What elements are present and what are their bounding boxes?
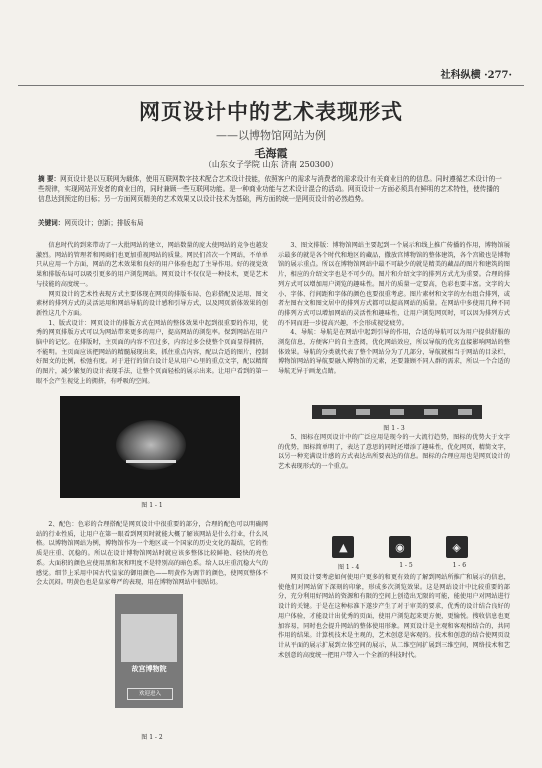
- figure-1-4-icons: [315, 536, 485, 560]
- icon-caption: 1 - 5: [399, 562, 413, 569]
- icon-caption: 图 1 - 4: [337, 564, 360, 571]
- paragraph: 4、导航：导航是在网站中起到引导的作用，合适的导航可以为用户提供舒服的浏览信息，方便客户的自主查阅，优化网站效应，所以导航的优劣直接影响网站的整体效果。导航的分类就代表了整个网站分为了几部分，导航就相当于网站的目录栏，博物馆网站的导航要融入博物馆的元素，还要兼顾不同人群的需求，所以一个合适的导航无异于画龙点睛。: [278, 329, 510, 376]
- nav-item-icon: [322, 409, 336, 415]
- nav-item-icon: [390, 409, 404, 415]
- enter-label: 欢迎进入: [127, 688, 173, 700]
- vase-icon: ◈: [446, 536, 468, 558]
- paragraph: 1、版式设计：网页设计的排版方式在网站的整体效果中起到很重要的作用，优秀的网页排版方式可以为网站带来更多的用户，提高网站的浏览率。保到网站在用户脑中的记忆。在排版时，主页面的内容不宜过多，内容过多会使整个页面显得拥挤，不能明。主页面应该把网站的精髓展现出来，抓住重点内容，配以合适的图片，控制好图文的比例，松弛有度。对于进行的留白设计是从用户心里的重点文字，配以精简的图片，减少繁复的设计表现手法，让整个页面轻松的展示出来。让用户看到的第一眼不会产生视觉上的拥挤，有呼吸的空间。: [36, 319, 268, 385]
- figure-1-3-caption: 图 1 - 3: [383, 425, 405, 432]
- icon-caption: 1 - 6: [452, 562, 467, 569]
- paragraph: 3、图文排版：博物馆网站主要起到一个展示和线上推广传播的作用，博物馆展示最多的就是各个时代和地区的藏品，撒放宫博物馆的整体建筑，各个宫殿也是博物馆的展示重点。所以在博物馆网站中最不可缺少的就是精美的藏品的图片和建筑的图片，相应的介绍文字也是不可少的。图片和介绍文字的排列方式尤为重要。合理的排列方式可以增加用户浏览的趣味性。图片的质量一定要高，色彩也要丰富。文字的大小、字体、行间距和字体的颜色也要很重考虑。图片素材和文字的左右组合排列，或者左图右文和图文居中的排列方式都可以提高网站的质量。在网站中多使用几种不同的排列方式可以增加网站的灵活性和趣味性，让用户浏览网页时，可以因为排列方式的不同而进一步提高兴趣，不会形成视觉疲劳。: [278, 242, 510, 327]
- article-subtitle: ——以博物馆网站为例: [216, 129, 326, 142]
- right-column-top: [278, 241, 510, 377]
- figure-1-1-caption: 图 1 - 1: [141, 502, 163, 509]
- article-title: 网页设计中的艺术表现形式: [139, 99, 403, 124]
- lamp-icon: ▲: [332, 536, 354, 558]
- temple-silhouette: [126, 430, 176, 463]
- right-column-middle: [278, 433, 510, 472]
- abstract-label: 摘 要：: [38, 175, 61, 183]
- keywords-label: 关键词：: [38, 219, 65, 227]
- author-affiliation: （山东女子学院 山东 济南 250300）: [203, 160, 339, 169]
- right-column-bottom: [278, 573, 510, 660]
- paragraph: 网页设计的艺术性表现方式主要体现在网页的排版布局、色彩搭配及运用、图文素材的排列方式的灵活运用和网站导航的设计感和引导方式，以及网页新体效果的创新性这几个方面。: [36, 290, 268, 317]
- keywords: [38, 218, 504, 228]
- shell-icon: ◉: [389, 536, 411, 558]
- keywords-text: 网页设计；创新；排版布局: [64, 219, 144, 227]
- figure-1-2-caption: 图 1 - 2: [141, 734, 163, 741]
- figure-1-2-image: [115, 594, 183, 708]
- nav-item-icon: [424, 409, 438, 415]
- abstract: [38, 174, 504, 204]
- figure-1-3-navbar-image: [312, 405, 482, 419]
- left-column-bottom: [36, 520, 268, 588]
- paragraph: 信息时代的到来带动了一大批网站的建立，网站数量的庞大使网站的竞争也越发激烈。网站的管理者和网商们也更加重视网站的质量。网民们首次一个网站，不单单只从应用一个方面，网站的艺术效果和良好的用户体验也起了主导作用。好的视觉效果和排版布局可以吸引更多的用户浏览网站。网页设计不仅仅是一种技术，更是艺术与技能的高度统一。: [36, 242, 268, 288]
- left-column-top: [36, 241, 268, 387]
- seal-graphic: [121, 614, 177, 662]
- figure-1-4-captions: [318, 562, 486, 571]
- paragraph: 5、图标在网页设计中的广泛应用是现今的一大流行趋势，图标的优势大于文字的优势，图标简单明了，表达了意思的同时还增添了趣味性，优化网页，精简文字，以另一种充满设计感的方式表达出所要表达的信息。图标的合理应用也是网页设计的艺术表现形式的一个重点。: [278, 434, 510, 471]
- seal-label: 故宫博物院: [131, 664, 167, 673]
- running-header: 社科纵横 ·277·: [440, 70, 512, 81]
- paragraph: 2、配色：色彩的合理搭配是网页设计中很重要的部分，合理的配色可以明确网站的行业性质，让用户在第一眼看到网页时就能大概了解该网站是什么行业，什么风格。以博物馆网站为例，博物馆作为一个地区或一个国家的历史文化的凝结，它的性质是庄重、沉稳的。所以在设计博物馆网站时就应该多整体比较鲜艳、轻快的亮色系。大面积的颜色应使用黑和灰和明度不是特别高的暗色系。给人以庄重沉稳大气的感觉。细节上采用中国古代皇家的御用颜色——明黄作为调节的颜色，使网页整体不会太沉闷。明黄色也是皇家尊严的表现，用在博物馆网站中很贴切。: [36, 521, 268, 587]
- nav-item-icon: [356, 409, 370, 415]
- figure-1-1-image: [60, 396, 240, 498]
- author-name: 毛海霞: [254, 147, 288, 160]
- abstract-text: 网页设计是以互联网为载体，使用互联网数字技术配合艺术设计技能，依照客户的需求与消费者的需求设计有关商业目的的信息。同时遵循艺术设计的一些规律，实现网站开发者的商业目的，同时兼顾一些互联网功能。是一种商业功能与艺术设计混合的活动。网页设计一方面必须具有鲜明的艺术特性，使传播的信息达到预定的目标；另一方面网页精美的艺术效果又以设计技术为基础，两方面的统一是网页设计的必然趋势。: [38, 175, 502, 203]
- paragraph: 网页设计要考虑如何使用户更多的和更有效的了解到网站所推广和展示的信息，使他们对网站留下深刻的印象，形成多次浏览效果。这是网站设计中比较重要的部分，充分利用好网站的资源和有限的空间上创造出无限的可能，能使用户对网站进行设计的关键。于是在这种标准下遂步产生了对于审美的要求，优秀的设计结合良好的用户体验，才能设计出优秀的页面，使用户浏览起来更方便，更愉悦。搜收信息也更加容易，同时也会提升网站的整体使用形象。网页设计是主观和客观相结合的，共同作用的结果。计算机技术是主观的，艺术创意是客观的。技术和创意的结合使网页设计从平面的展示扩展到立体空间的展示，从二维空间扩展到三维空间，网络技术和艺术创意的高度统一把用户带入一个全新的科技时代。: [278, 574, 510, 659]
- nav-item-icon: [458, 409, 472, 415]
- header-rule: [18, 85, 524, 86]
